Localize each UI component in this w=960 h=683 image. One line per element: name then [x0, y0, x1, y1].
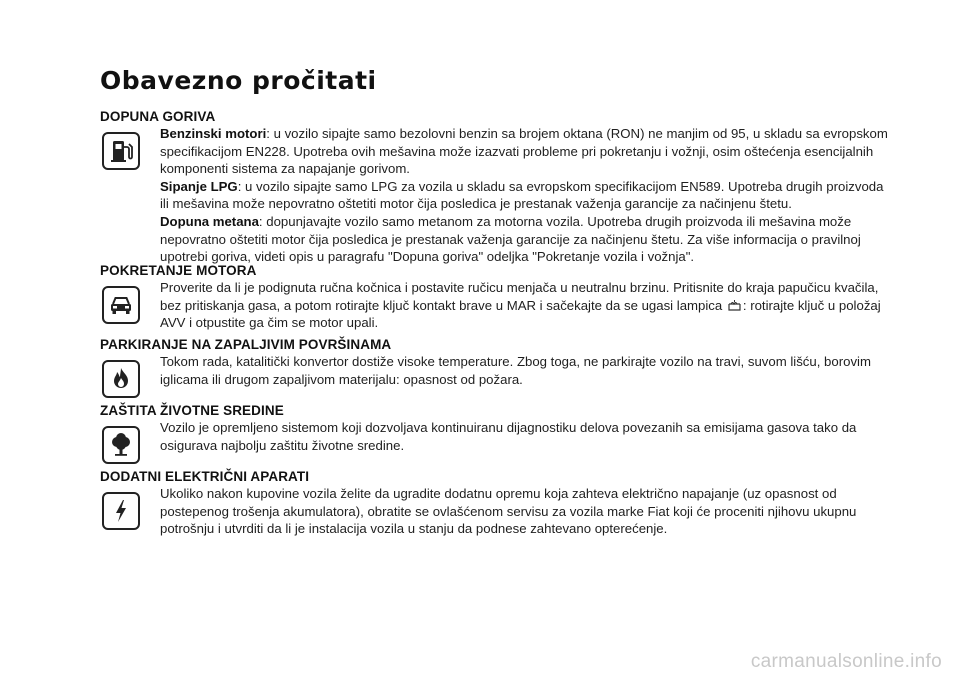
section-electrical: [100, 468, 890, 538]
car-front-icon: [102, 286, 140, 324]
electrical-paragraph: Ukoliko nakon kupovine vozila želite da ugradite dodatnu opremu koja zahteva električno napajanje (uz opasnost od postepenog trošenja akumulatora), obratite se ovlašćenom servisu za vozila marke Fiat koji će proceniti njihovu ukupnu potrošnju i utvrditi da li je instalacija vozila u stanju da podnese zahtevano opterećenje.: [160, 486, 857, 537]
glow-plug-icon: [727, 299, 742, 312]
section-fuel: [100, 108, 890, 266]
page-title: Obavezno pročitati: [100, 66, 377, 95]
fuel-methane-paragraph: [160, 213, 890, 266]
section-heading-fuel: DOPUNA GORIVA: [100, 109, 216, 124]
parking-paragraph: Tokom rada, katalitički konvertor dostiže visoke temperature. Zbog toga, ne parkirajte vozilo na travi, suvom lišću, borovim iglicama ili drugom zapaljivom materijalu: opasnost od požara.: [160, 354, 871, 387]
section-text-environment: [160, 419, 890, 454]
section-text-fuel: [160, 125, 890, 266]
engine-start-text-after: : rotirajte ključ u položaj AVV i otpustite ga čim se motor upali.: [160, 297, 881, 331]
engine-start-paragraph: [160, 279, 890, 332]
fuel-lpg-text: : u vozilo sipajte samo LPG za vozila u skladu sa evropskom specifikacijom EN589. Upotreba drugih proizvoda ili mešavina može nepovratno oštetiti motor čija posledica je prestanak važenja garancije za načinjenu štetu.: [160, 178, 884, 212]
section-text-parking: [160, 353, 890, 388]
section-environment: [100, 402, 890, 464]
fuel-lpg-paragraph: [160, 178, 890, 213]
fuel-methane-text: : dopunjavajte vozilo samo metanom za motorna vozila. Upotreba drugih proizvoda ili mešavina može nepovratno oštetiti motor čija posledica je prestanak važenja garancije za načinjenu štetu. Za više informacija o pravilnoj upotrebi goriva, videti opis u paragrafu "Dopuna goriva" odeljka "Pokretanje vozila i vožnja".: [160, 213, 861, 265]
section-heading-electrical: DODATNI ELEKTRIČNI APARATI: [100, 469, 310, 484]
fuel-petrol-text: : u vozilo sipajte samo bezolovni benzin sa brojem oktana (RON) ne manjim od 95, u skladu sa evropskom specifikacijom EN228. Upotreba ovih mešavina može izazvati probleme pri pokretanju i vožnji, osim oštećenja esencijalnih komponenti sistema za napajanje gorivom.: [160, 126, 888, 177]
section-heading-parking: PARKIRANJE NA ZAPALJIVIM POVRŠINAMA: [100, 337, 392, 352]
fuel-lpg-label: Sipanje LPG: [160, 178, 238, 194]
environment-paragraph: Vozilo je opremljeno sistemom koji dozvoljava kontinuiranu dijagnostiku delova povezanih sa emisijama gasova tako da osigurava najbolju zaštitu životne sredine.: [160, 420, 857, 453]
engine-start-text-before: Proverite da li je podignuta ručna kočnica i postavite ručicu menjača u neutralnu brzinu. Pritisnite do kraja papučicu kvačila, bez pritiskanja gasa, a potom rotirajte ključ kontakt brave u MAR i sačekajte da se ugasi lampica: [160, 280, 879, 313]
section-heading-engine-start: POKRETANJE MOTORA: [100, 263, 257, 278]
tree-icon: [102, 426, 140, 464]
fuel-methane-label: Dopuna metana: [160, 213, 259, 229]
fuel-petrol-paragraph: [160, 125, 890, 178]
section-text-engine-start: [160, 279, 890, 332]
lightning-bolt-icon: [102, 492, 140, 530]
section-engine-start: [100, 262, 890, 332]
watermark: carmanualsonline.info: [750, 651, 942, 672]
section-text-electrical: [160, 485, 890, 538]
flame-icon: [102, 360, 140, 398]
section-parking: [100, 336, 890, 398]
fuel-petrol-label: Benzinski motori: [160, 126, 267, 141]
section-heading-environment: ZAŠTITA ŽIVOTNE SREDINE: [100, 403, 284, 418]
fuel-pump-icon: [102, 132, 140, 170]
